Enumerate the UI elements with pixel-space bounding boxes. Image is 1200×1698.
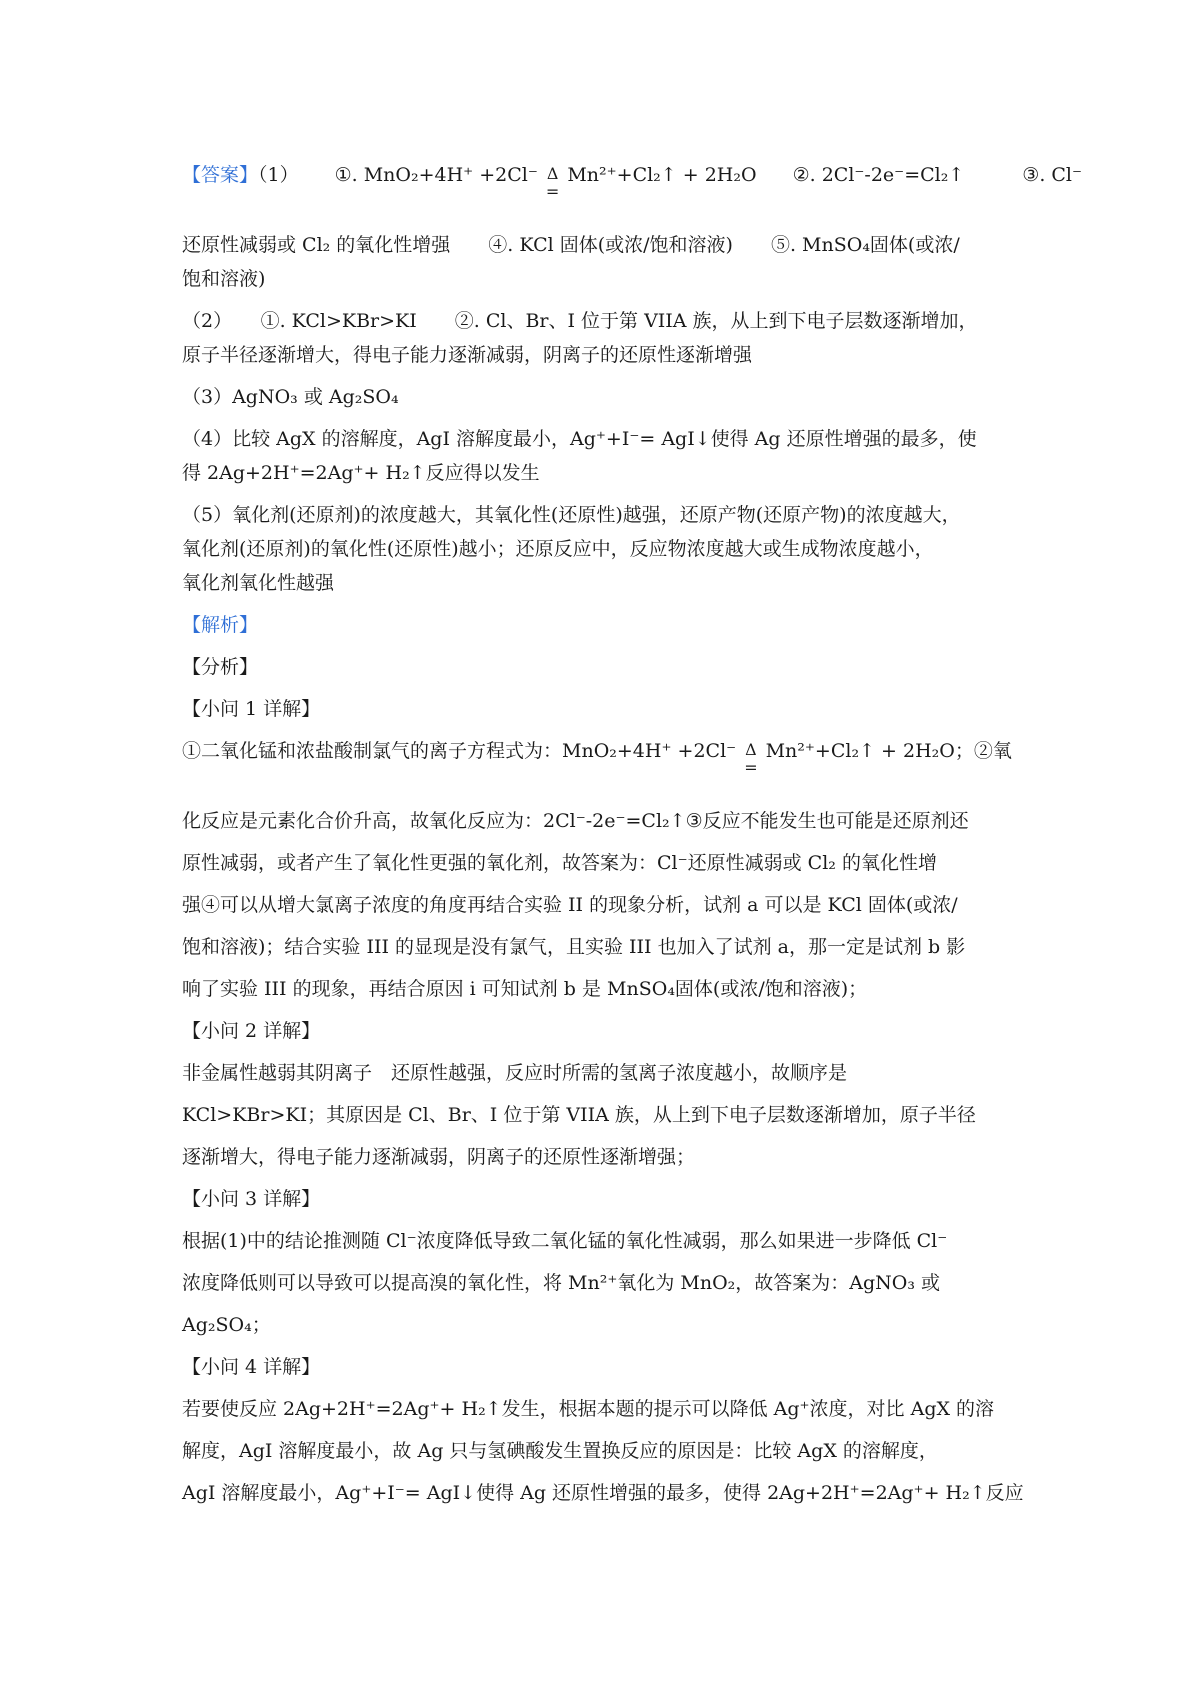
sub4-line-1: 若要使反应 2Ag+2H⁺=2Ag⁺+ H₂↑发生，根据本题的提示可以降低 Ag⁺浓度，对比 AgX 的溶 [182, 1398, 995, 1420]
sub1-eq-products: Mn²⁺+Cl₂↑ + 2H₂O；②氧 [765, 740, 1012, 762]
sub1-line-1 [182, 736, 1022, 776]
q1-label: （1） [258, 164, 299, 186]
sub1-line-5: 饱和溶液)；结合实验 III 的显现是没有氯气，且实验 III 也加入了试剂 a，那一定是试剂 b 影 [182, 936, 966, 958]
heat-condition-2 [744, 742, 757, 776]
sub3-heading: 【小问 3 详解】 [182, 1188, 321, 1210]
sub1-line-6: 响了实验 III 的现象，再结合原因 i 可知试剂 b 是 MnSO₄固体(或浓/饱和溶液)； [182, 978, 868, 1000]
sub4-line-3: AgI 溶解度最小，Ag⁺+I⁻= AgI↓使得 Ag 还原性增强的最多，使得 2Ag+2H⁺=2Ag⁺+ H₂↑反应 [182, 1482, 1024, 1504]
sub1-line-2: 化反应是元素化合价升高，故氧化反应为：2Cl⁻-2e⁻=Cl₂↑③反应不能发生也可能是还原剂还 [182, 810, 969, 832]
answer-line-2: 还原性减弱或 Cl₂ 的氧化性增强 ④. KCl 固体(或浓/饱和溶液) ⑤. MnSO₄固体(或浓/ [182, 234, 960, 256]
eq1-products: Mn²⁺+Cl₂↑ + 2H₂O [567, 164, 757, 186]
document-content [182, 160, 1083, 1520]
sub1-line-3: 原性减弱，或者产生了氧化性更强的氧化剂，故答案为：Cl⁻还原性减弱或 Cl₂ 的氧化性增 [182, 852, 937, 874]
answer-line-1 [182, 160, 1083, 201]
sub4-heading: 【小问 4 详解】 [182, 1356, 321, 1378]
heat-condition [546, 166, 559, 200]
fenxi-heading: 【分析】 [182, 656, 259, 678]
sub1-heading: 【小问 1 详解】 [182, 698, 321, 720]
answer-line-9: （5）氧化剂(还原剂)的浓度越大，其氧化性(还原性)越强，还原产物(还原产物)的浓度越大， [182, 504, 961, 526]
answer-line-6: （3）AgNO₃ 或 Ag₂SO₄ [182, 386, 399, 408]
sub2-line-2: KCl>KBr>KI；其原因是 Cl、Br、I 位于第 VIIA 族，从上到下电子层数逐渐增加，原子半径 [182, 1104, 976, 1126]
sub2-line-1: 非金属性越弱其阴离子 还原性越强，反应时所需的氢离子浓度越小，故顺序是 [182, 1062, 848, 1084]
analysis-tag: 【解析】 [182, 614, 259, 636]
sub2-line-3: 逐渐增大，得电子能力逐渐减弱，阴离子的还原性逐渐增强； [182, 1146, 696, 1168]
sub1-line-4: 强④可以从增大氯离子浓度的角度再结合实验 II 的现象分析，试剂 a 可以是 KCl 固体(或浓/ [182, 894, 958, 916]
answer-line-4: （2） ①. KCl>KBr>KI ②. Cl、Br、I 位于第 VIIA 族，从上到下电子层数逐渐增加， [182, 310, 978, 332]
delta-symbol-2: Δ [745, 740, 757, 759]
sub3-line-2: 浓度降低则可以导致可以提高溴的氧化性，将 Mn²⁺氧化为 MnO₂，故答案为：AgNO₃ 或 [182, 1272, 941, 1294]
answer-line-3: 饱和溶液) [182, 268, 266, 290]
sub1-eq-reactants: ①二氧化锰和浓盐酸制氯气的离子方程式为：MnO₂+4H⁺ +2Cl⁻ [182, 740, 737, 762]
equals-symbol: = [545, 182, 560, 201]
item3-start: ③. Cl⁻ [1022, 164, 1083, 186]
answer-line-8: 得 2Ag+2H⁺=2Ag⁺+ H₂↑反应得以发生 [182, 462, 540, 484]
sub4-line-2: 解度，AgI 溶解度最小，故 Ag 只与氢碘酸发生置换反应的原因是：比较 AgX 的溶解度， [182, 1440, 938, 1462]
answer-line-7: （4）比较 AgX 的溶解度，AgI 溶解度最小，Ag⁺+I⁻= AgI↓使得 Ag 还原性增强的最多，使 [182, 428, 977, 450]
answer-line-5: 原子半径逐渐增大，得电子能力逐渐减弱，阴离子的还原性逐渐增强 [182, 344, 753, 366]
sub2-heading: 【小问 2 详解】 [182, 1020, 321, 1042]
answer-line-11: 氧化剂氧化性越强 [182, 572, 335, 594]
eq1-reactants: ①. MnO₂+4H⁺ +2Cl⁻ [334, 164, 538, 186]
eq2-oxidation: ②. 2Cl⁻-2e⁻=Cl₂↑ [792, 164, 965, 186]
answer-line-10: 氧化剂(还原剂)的氧化性(还原性)越小；还原反应中，反应物浓度越大或生成物浓度越小， [182, 538, 934, 560]
delta-symbol: Δ [546, 164, 559, 183]
answer-tag: 【答案】 [182, 164, 259, 186]
equals-symbol-2: = [744, 758, 758, 777]
sub3-line-3: Ag₂SO₄； [182, 1314, 271, 1336]
sub3-line-1: 根据(1)中的结论推测随 Cl⁻浓度降低导致二氧化锰的氧化性减弱，那么如果进一步降低 Cl⁻ [182, 1230, 948, 1252]
